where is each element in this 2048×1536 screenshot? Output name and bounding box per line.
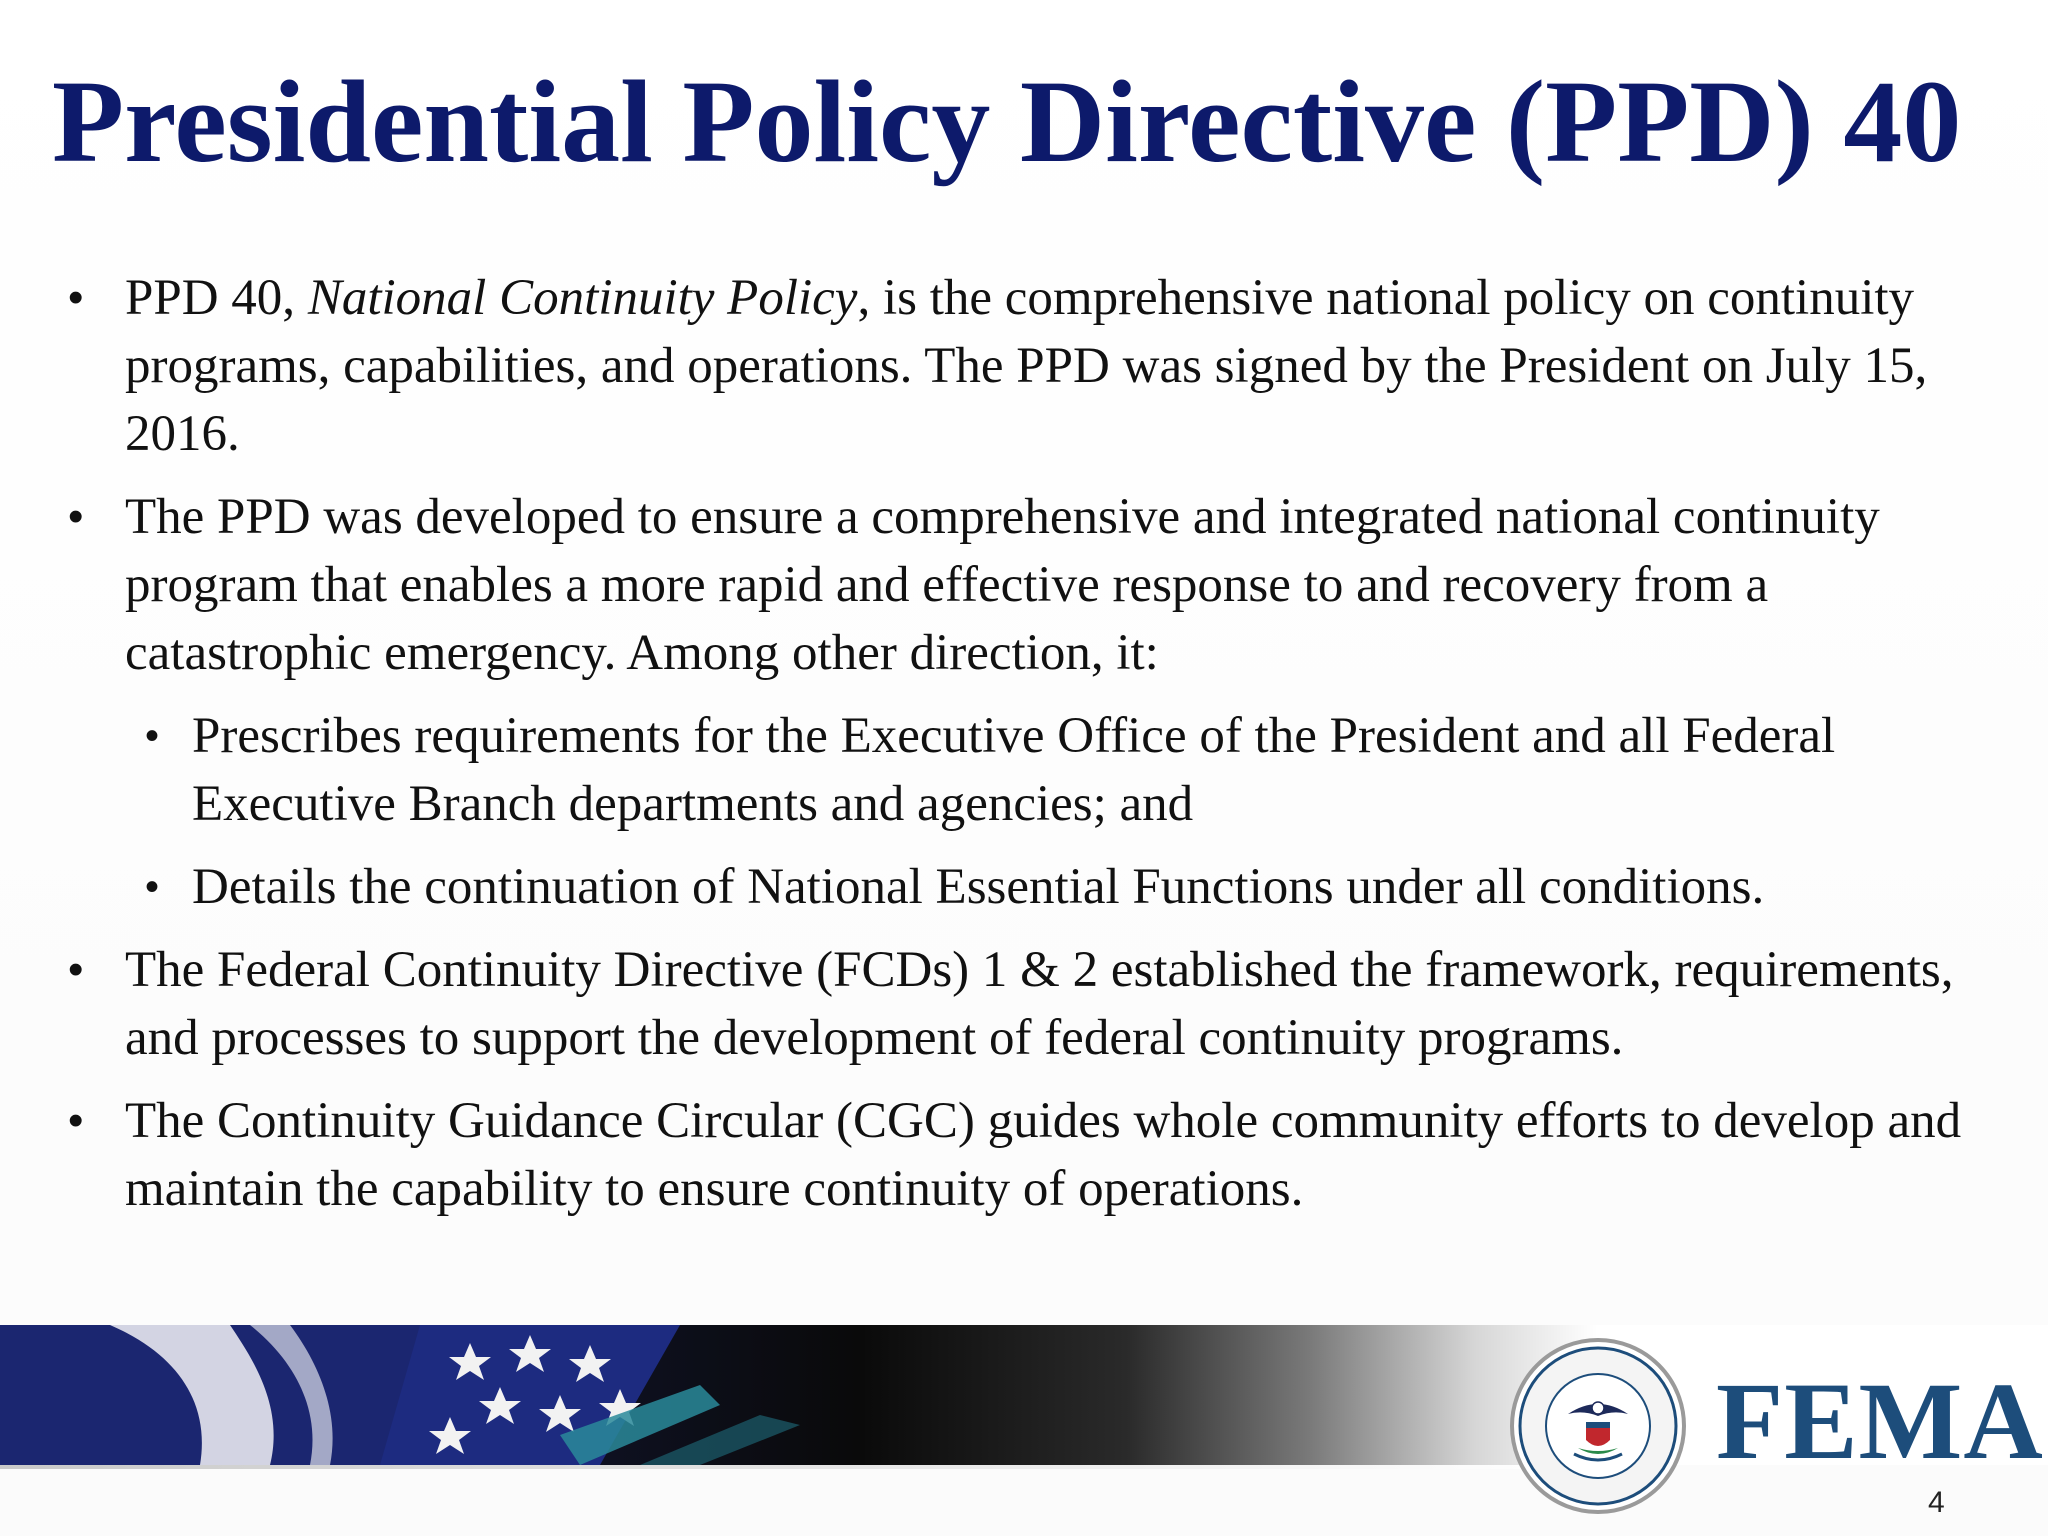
bullet-dot: •: [68, 945, 84, 994]
fema-wordmark: FEMA: [1716, 1360, 2044, 1482]
sub-bullet-item: [145, 853, 1968, 921]
bullet-dot: •: [68, 492, 84, 541]
bullet-text: The Continuity Guidance Circular (CGC) guides whole community efforts to develop and maintain the capability to ensure continuity of operations.: [125, 1093, 1962, 1217]
bullet-text-italic: National Continuity Policy: [307, 270, 858, 326]
bullet-text-post: , is the comprehensive national policy on continuity programs, capabilities, and operations. The PPD was signed by the President on July 15, 2016.: [125, 270, 1928, 462]
bullet-item: [68, 1087, 1968, 1223]
bullet-item: [68, 264, 1968, 468]
bullet-dot: •: [145, 714, 160, 758]
page-number: 4: [1928, 1486, 1945, 1519]
bullet-text-pre: PPD 40,: [125, 270, 308, 326]
bullet-item: [68, 483, 1968, 687]
bullet-text: The PPD was developed to ensure a comprehensive and integrated national continuity program that enables a more rapid and effective response to and recovery from a catastrophic emergency. Among other direction, it:: [125, 489, 1880, 681]
sub-bullet-item: [145, 702, 1968, 838]
bullet-text: Details the continuation of National Essential Functions under all conditions.: [192, 859, 1765, 915]
slide-title: Presidential Policy Directive (PPD) 40: [52, 56, 1962, 187]
bullet-dot: •: [145, 865, 160, 909]
dhs-seal-logo: [1508, 1336, 1688, 1516]
bullet-dot: •: [68, 1096, 84, 1145]
bullet-dot: •: [68, 273, 84, 322]
bullet-item: [68, 936, 1968, 1072]
bullet-text: Prescribes requirements for the Executive Office of the President and all Federal Executive Branch departments and agencies; and: [192, 708, 1836, 832]
bullet-list: [68, 264, 1968, 1238]
bullet-text: The Federal Continuity Directive (FCDs) 1 & 2 established the framework, requirements, and processes to support the development of federal continuity programs.: [125, 942, 1954, 1066]
divider: [0, 1465, 1560, 1469]
